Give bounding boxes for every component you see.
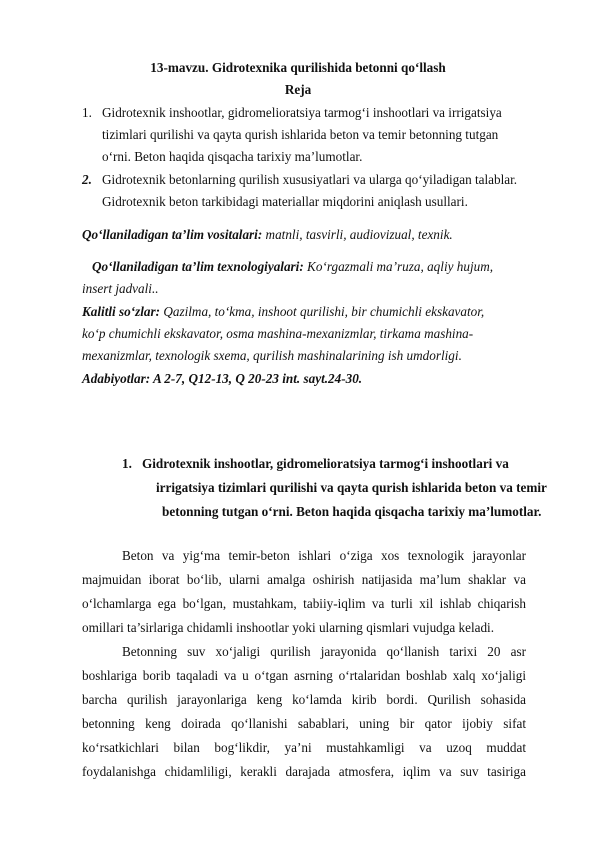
- section-heading-line-3: betonning tutgan o‘rni. Beton haqida qisqacha tarixiy ma’lumotlar.: [162, 504, 542, 519]
- texnologiyalar-line: [92, 257, 493, 277]
- adabiyotlar-line: Adabiyotlar: A 2-7, Q12-13, Q 20-23 int. sayt.24-30.: [82, 371, 363, 386]
- plan-item-1-line-2: tizimlari qurilishi va qayta qurish ishlarida beton va temir betonning tutgan: [102, 127, 499, 142]
- page-title: 13-mavzu. Gidrotexnika qurilishida betonni qo‘llash: [150, 60, 446, 75]
- paragraph-2-line-1: Betonning suv xo‘jaligi qurilish jarayonida qo‘llanish tarixi 20 asr: [122, 644, 526, 659]
- plan-item-1-line-1: Gidrotexnik inshootlar, gidromelioratsiya tarmog‘i inshootlari va irrigatsiya: [102, 105, 502, 120]
- paragraph-2-line-3: barcha qurilish jarayonlariga keng ko‘lamda kirib bordi. Qurilish sohasida: [82, 692, 526, 707]
- vositalar-line: [82, 225, 453, 245]
- kalitli-line-3: mexanizmlar, texnologik sxema, qurilish mashinalarining ish umdorligi.: [82, 348, 462, 363]
- plan-item-2-line-1: Gidrotexnik betonlarning qurilish xususiyatlari va ularga qo‘yiladigan talablar.: [102, 172, 518, 187]
- texnologiyalar-label: Qo‘llaniladigan ta’lim texnologiyalari:: [92, 259, 304, 274]
- paragraph-2-line-4: betonning keng doirada qo‘llanishi sabablari, uning bir qator ijobiy sifat: [82, 716, 526, 731]
- plan-item-1-number: 1.: [82, 105, 92, 120]
- paragraph-1-line-3: o‘lchamlarga ega bo‘lgan, mustahkam, tabiiy-iqlim va turli xil ishlab chiqarish: [82, 596, 526, 611]
- texnologiyalar-text: Ko‘rgazmali ma’ruza, aqliy hujum,: [303, 259, 494, 274]
- plan-item-2-number: 2.: [82, 172, 92, 187]
- vositalar-label: Qo‘llaniladigan ta’lim vositalari:: [82, 227, 263, 242]
- paragraph-2-line-6: foydalanishga chidamliligi, kerakli darajada atmosfera, iqlim va suv tasiriga: [82, 764, 526, 779]
- section-heading-line-1: Gidrotexnik inshootlar, gidromelioratsiya tarmog‘i inshootlari va: [142, 456, 509, 471]
- texnologiyalar-line-2: insert jadvali..: [82, 281, 159, 296]
- plan-item-1-line-3: o‘rni. Beton haqida qisqacha tarixiy ma’lumotlar.: [102, 149, 363, 164]
- paragraph-2-line-5: ko‘rsatkichlari bilan bog‘likdir, ya’ni mustahkamligi va uzoq muddat: [82, 740, 526, 755]
- kalitli-label: Kalitli so‘zlar:: [82, 304, 161, 319]
- paragraph-2-line-2: boshlariga borib taqaladi va u o‘tgan asrning o‘rtalaridan boshlab xalq xo‘jaligi: [82, 668, 526, 683]
- kalitli-text-1: Qazilma, to‘kma, inshoot qurilishi, bir chumichli ekskavator,: [160, 304, 485, 319]
- section-heading-line-2: irrigatsiya tizimlari qurilishi va qayta qurish ishlarida beton va temir: [156, 480, 547, 495]
- paragraph-1-line-4: omillari ta’sirlariga chidamli inshootlar yoki ularning qismlari vujudga keladi.: [82, 620, 495, 635]
- plan-item-2-line-2: Gidrotexnik beton tarkibidagi materiallar miqdorini aniqlash usullari.: [102, 194, 468, 209]
- kalitli-line-2: ko‘p chumichli ekskavator, osma mashina-mexanizmlar, tirkama mashina-: [82, 326, 474, 341]
- reja-heading: Reja: [284, 82, 312, 97]
- section-number: 1.: [122, 456, 132, 471]
- paragraph-1-line-1: Beton va yig‘ma temir-beton ishlari o‘ziga xos texnologik jarayonlar: [122, 548, 526, 563]
- vositalar-text: matnli, tasvirli, audiovizual, texnik.: [262, 227, 453, 242]
- kalitli-line-1: [82, 302, 484, 322]
- paragraph-1-line-2: majmuidan iborat bo‘lib, ularni amalga oshirish natijasida ma’lum shaklar va: [82, 572, 526, 587]
